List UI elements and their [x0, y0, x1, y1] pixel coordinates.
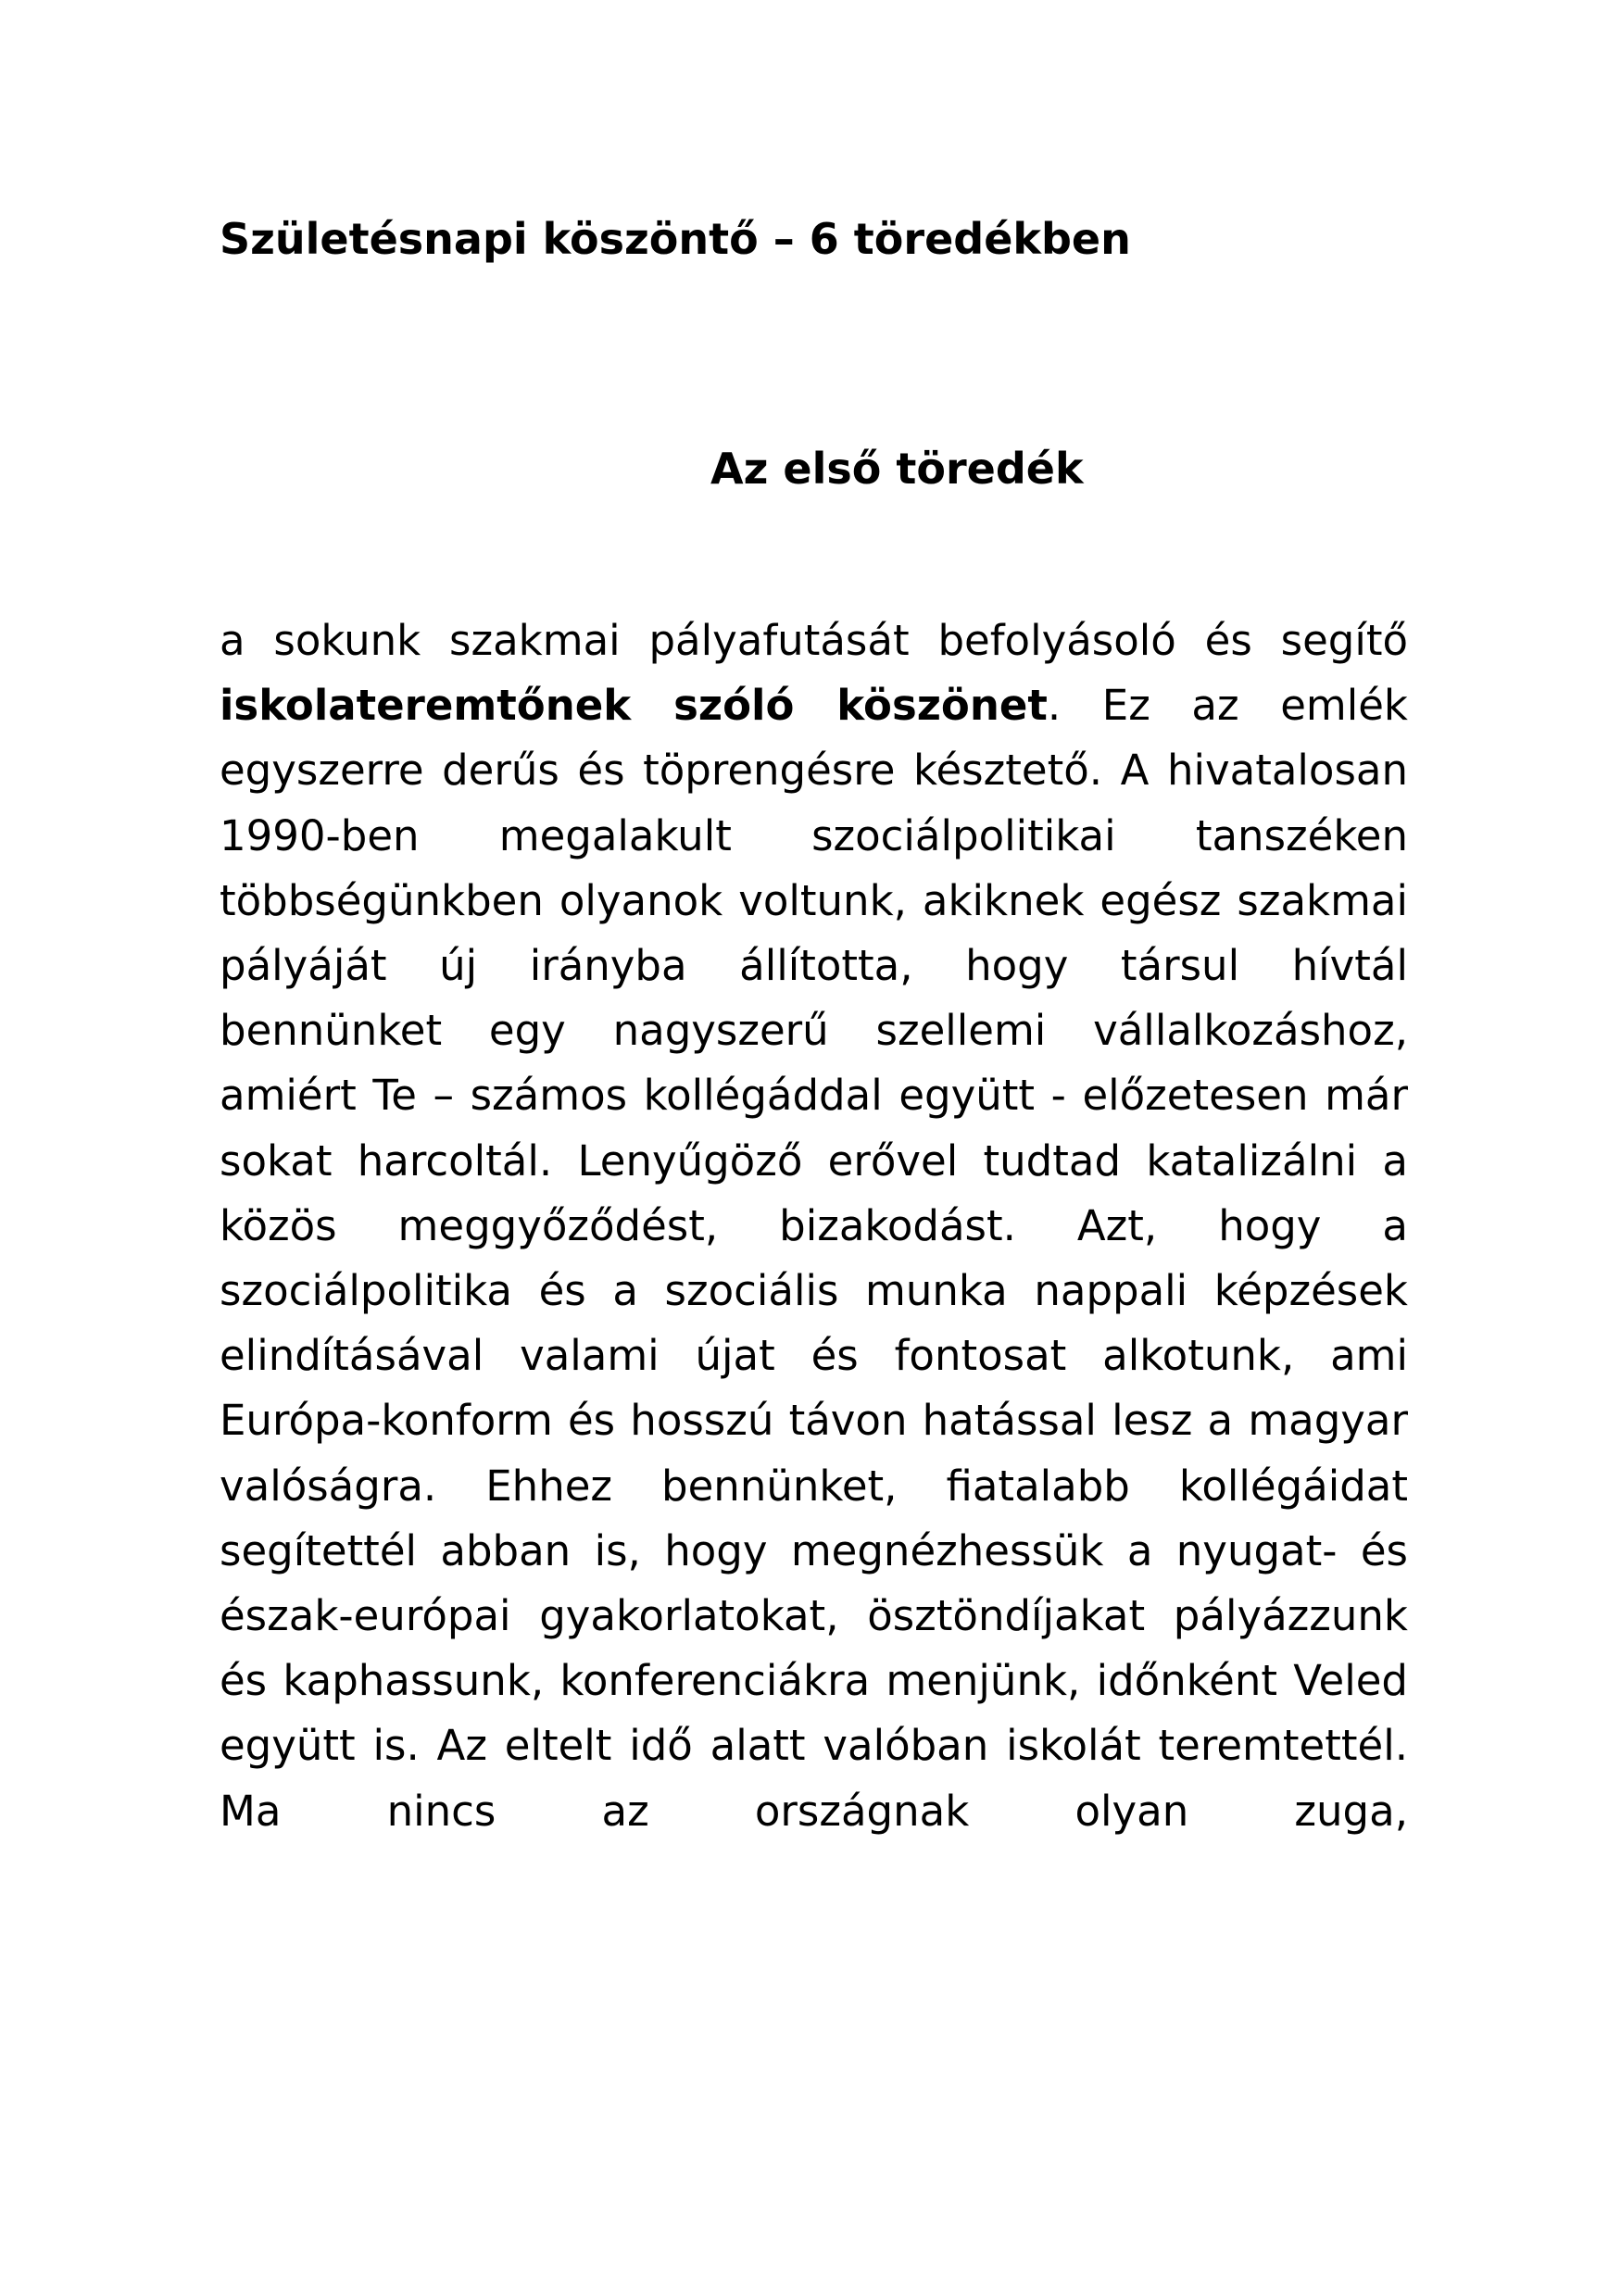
paragraph-text-start: a sokunk szakmai pályafutását befolyásoló és segítő [220, 616, 1408, 665]
body-paragraph [220, 609, 1408, 1844]
paragraph-text-continued: . Ez az emlék egyszerre derűs és töprengésre késztető. A hivatalosan 1990-ben megalakult szociálpolitikai tanszéken többségünkben olyanok voltunk, akiknek egész szakmai pályáját új irányba állította, hogy társul hívtál bennünket egy nagyszerű szellemi vállalkozáshoz, amiért Te – számos kollégáddal együtt - előzetesen már sokat harcoltál. Lenyűgöző erővel tudtad katalizálni a közös meggyőződést, bizakodást. Azt, hogy a szociálpolitika és a szociális munka nappali képzések elindításával valami újat és fontosat alkotunk, ami Európa-konform és hosszú távon hatással lesz a magyar valóságra. Ehhez bennünket, fiatalabb kollégáidat segítettél abban is, hogy megnézhessük a nyugat- és észak-európai gyakorlatokat, ösztöndíjakat pályázzunk és kaphassunk, konferenciákra menjünk, időnként Veled együtt is. Az eltelt idő alatt valóban iskolát teremtettél. Ma nincs az országnak olyan zuga, [220, 681, 1408, 1836]
paragraph-emphasis: iskolateremtőnek szóló köszönet [220, 681, 1048, 731]
document-title: Születésnapi köszöntő – 6 töredékben [220, 214, 1131, 264]
section-heading: Az első töredék [710, 444, 1084, 494]
